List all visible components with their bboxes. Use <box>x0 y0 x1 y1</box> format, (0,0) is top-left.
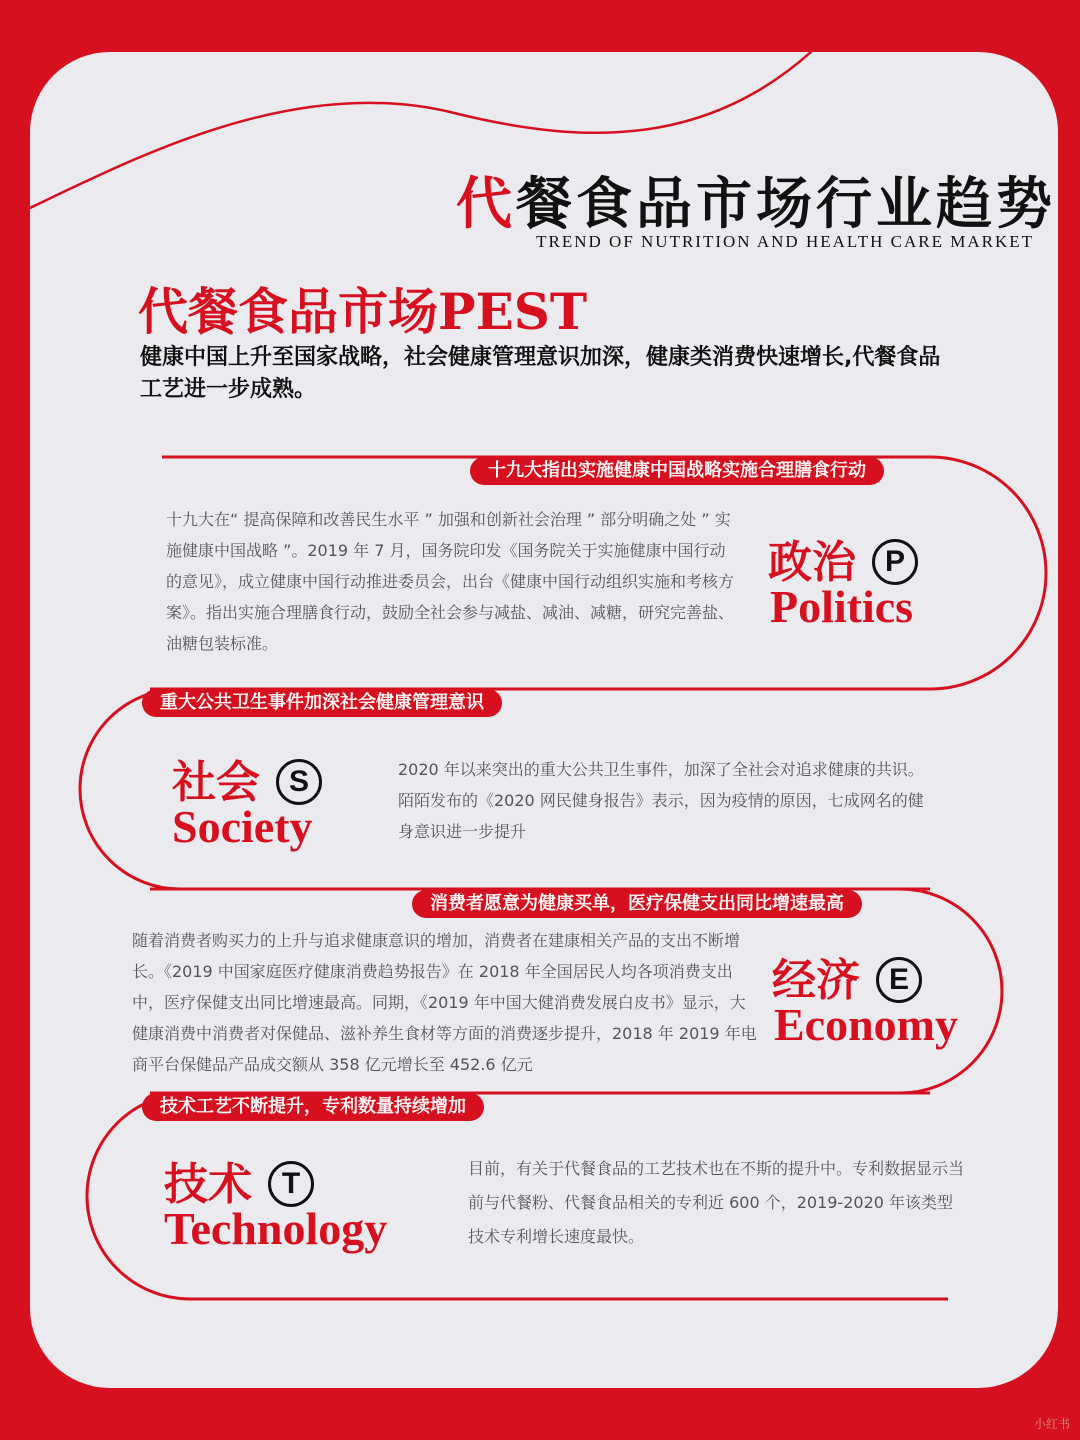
technology-heading-en: Technology <box>164 1203 388 1254</box>
watermark: 小红书 <box>1033 1417 1070 1431</box>
s-circle-icon: S <box>276 759 322 805</box>
page-subtitle: TREND OF NUTRITION AND HEALTH CARE MARKET <box>536 232 1034 251</box>
economy-body: 随着消费者购买力的上升与追求健康意识的增加，消费者在建康相关产品的支出不断增长。《2019 中国家庭医疗健康消费趋势报告》在 2018 年全国居民人均各项消费支出中，医疗保健支出同比增速最高。同期，《2019 年中国大健消费发展白皮书》显示，大健康消费中消费者对保健品、滋补养生食材等方面的消费逐步提升，2018 年 2019 年电商平台保健品产品成交额从 358 亿元增长至 452.6 亿元 <box>132 931 757 1074</box>
page-title-rest: 餐食品市场行业趋势 <box>516 171 1056 237</box>
politics-heading-cn-text: 政治 <box>768 537 856 588</box>
politics-body: 十九大在“ 提高保障和改善民生水平 ” 加强和创新社会治理 ” 部分明确之处 ” 实施健康中国战略 ”。2019 年 7 月，国务院印发《国务院关于实施健康中国行动的意见》，成立健康中国行动推进委员会，出台《健康中国行动组织实施和考核方案》。指出实施合理膳食行动，鼓励全社会参与减盐、减油、减糖，研究完善盐、油糖包装标准。 <box>166 510 735 653</box>
politics-heading-en: Politics <box>770 581 914 632</box>
pest-title: 代餐食品市场PEST <box>138 282 588 341</box>
content-card <box>30 52 1058 1388</box>
technology-body: 目前，有关于代餐食品的工艺技术也在不斯的提升中。专利数据显示当前与代餐粉、代餐食品相关的专利近 600 个，2019-2020 年该类型技术专利增长速度最快。 <box>468 1159 965 1246</box>
e-circle-icon: E <box>876 957 922 1003</box>
economy-tag: 消费者愿意为健康买单，医疗保健支出同比增速最高 <box>412 890 862 918</box>
technology-heading-cn-text: 技术 <box>164 1159 252 1210</box>
technology-tag: 技术工艺不断提升，专利数量持续增加 <box>142 1093 484 1121</box>
economy-heading-en: Economy <box>774 999 958 1050</box>
economy-heading-cn-text: 经济 <box>772 955 860 1006</box>
page-title-accent: 代 <box>456 171 516 237</box>
society-heading-en: Society <box>172 801 313 852</box>
p-circle-icon: P <box>872 539 918 585</box>
page-title <box>30 160 1058 240</box>
society-heading-cn-text: 社会 <box>172 757 260 808</box>
intro-text: 健康中国上升至国家战略，社会健康管理意识加深，健康类消费快速增长,代餐食品工艺进一步成熟。 <box>140 345 941 402</box>
society-body: 2020 年以来突出的重大公共卫生事件，加深了全社会对追求健康的共识。陌陌发布的《2020 网民健身报告》表示，因为疫情的原因，七成网名的健身意识进一步提升 <box>398 760 924 841</box>
politics-tag: 十九大指出实施健康中国战略实施合理膳食行动 <box>470 457 884 485</box>
society-tag: 重大公共卫生事件加深社会健康管理意识 <box>142 689 502 717</box>
t-circle-icon: T <box>268 1161 314 1207</box>
